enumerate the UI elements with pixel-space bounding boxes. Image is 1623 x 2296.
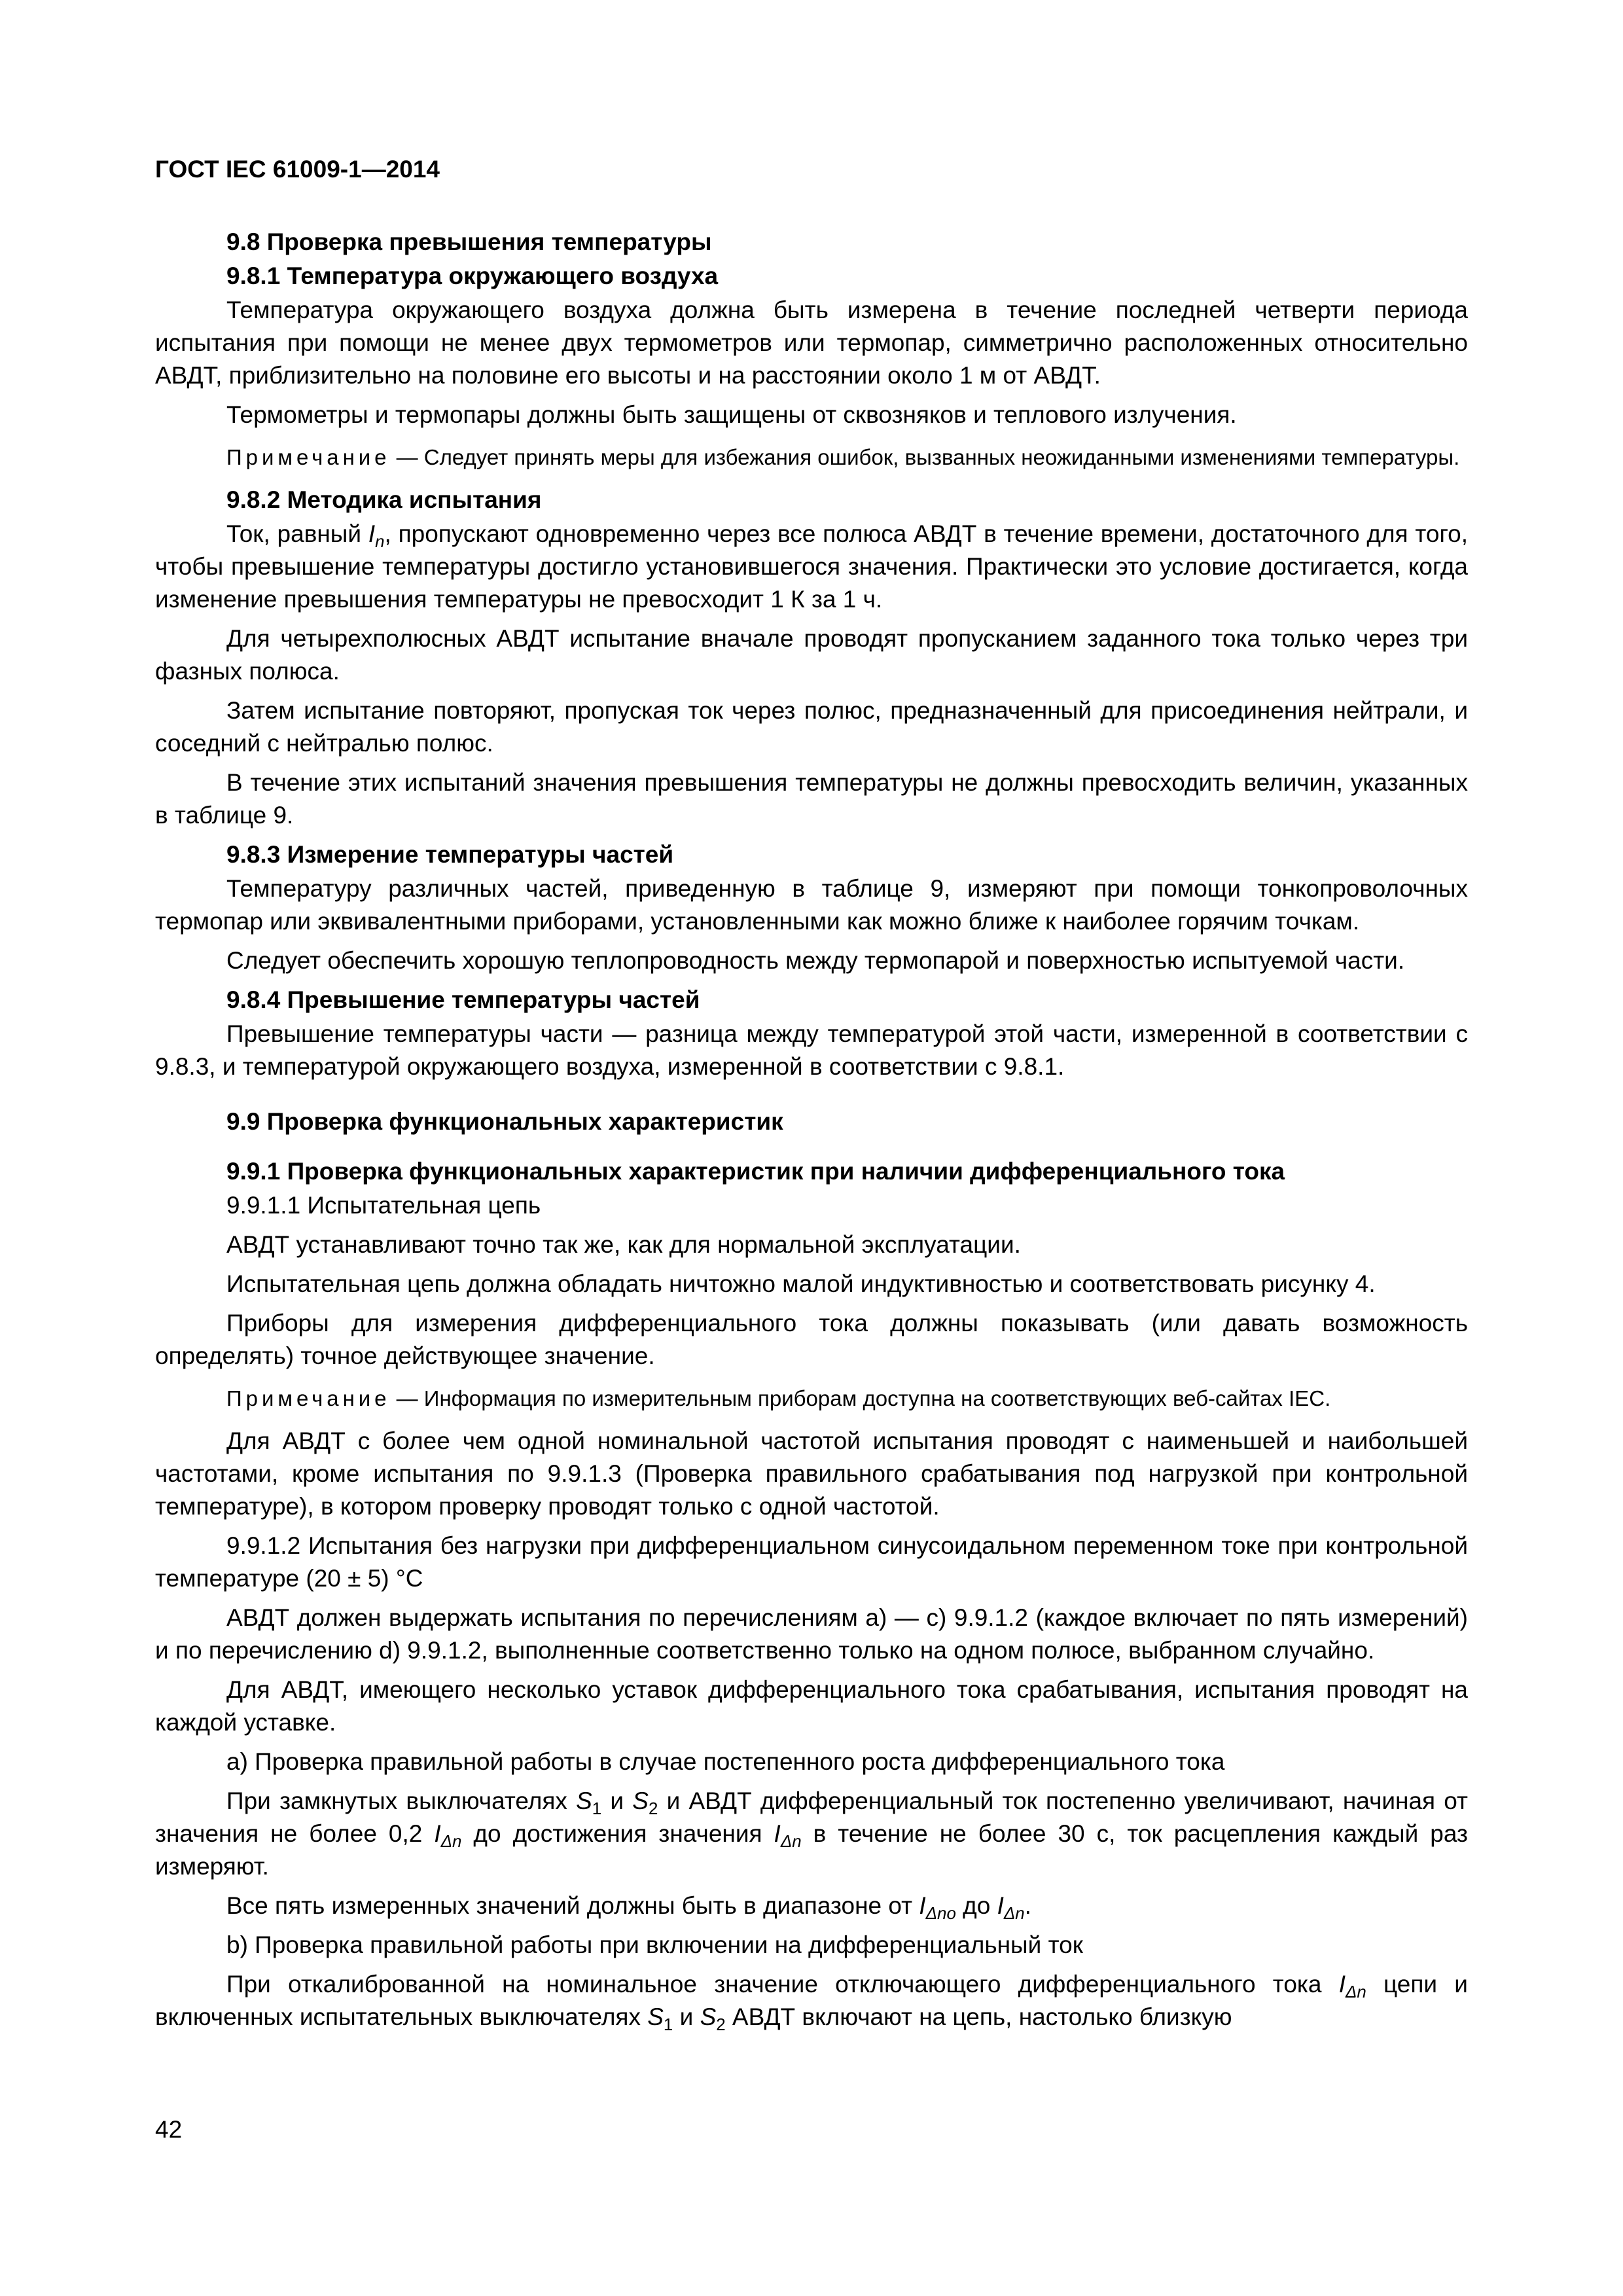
paragraph: В течение этих испытаний значения превышения температуры не должны превосходить величин, указанных в таблице 9. (155, 769, 1468, 829)
symbol: I (919, 1892, 926, 1919)
paragraph: 9.9.1.2 Испытания без нагрузки при дифференциальном синусоидальном переменном токе при контрольной температуре (20 ± 5) °С (155, 1532, 1468, 1592)
subscript: Δn (780, 1832, 802, 1851)
text-run: цепи и включенных испытательных выключателях (155, 1971, 1468, 2030)
section-9-8-4-heading: 9.8.4 Превышение температуры частей (226, 986, 700, 1013)
paragraph: Температура окружающего воздуха должна быть измерена в течение последней четверти периода испытания при помощи не менее двух термометров или термопар, симметрично расположенных относительно АВДТ, приблизительно на половине его высоты и на расстоянии около 1 м от АВДТ. (155, 296, 1468, 389)
symbol: S (632, 1787, 649, 1814)
paragraph: Затем испытание повторяют, пропуская ток через полюс, предназначенный для присоединения нейтрали, и соседний с нейтралью полюс. (155, 697, 1468, 757)
paragraph (155, 1890, 1468, 1922)
note (155, 1384, 1468, 1413)
paragraph: АВДТ устанавливают точно так же, как для нормальной эксплуатации. (226, 1231, 1021, 1258)
text-run: и (601, 1787, 633, 1814)
paragraph: Термометры и термопары должны быть защищены от сквозняков и теплового излучения. (226, 401, 1237, 428)
section-9-9-1-heading: 9.9.1 Проверка функциональных характеристик при наличии дифференциального тока (226, 1158, 1285, 1185)
paragraph: Превышение температуры части — разница между температурой этой части, измеренной в соответствии с 9.8.3, и температурой окружающего воздуха, измеренной в соответствии с 9.8.1. (155, 1020, 1468, 1080)
text-run: до достижения значения (461, 1820, 774, 1847)
symbol: I (368, 520, 376, 547)
list-item-b: b) Проверка правильной работы при включении на дифференциальный ток (226, 1931, 1083, 1958)
note-text: — Следует принять меры для избежания ошибок, вызванных неожиданными изменениями температуры. (390, 445, 1460, 469)
document-page (155, 157, 1468, 2040)
section-9-9-heading: 9.9 Проверка функциональных характеристик (226, 1108, 783, 1135)
symbol: S (576, 1787, 592, 1814)
paragraph: Для АВДТ, имеющего несколько уставок дифференциального тока срабатывания, испытания проводят на каждой уставке. (155, 1676, 1468, 1736)
subscript: n (375, 532, 385, 551)
note-label: Примечание (226, 1386, 391, 1410)
subscript: Δno (925, 1904, 956, 1923)
subscript: 1 (592, 1799, 602, 1818)
text-run: и АВДТ дифференциальный ток постепенно увеличивают, начиная от значения не более 0,2 (155, 1787, 1469, 1847)
list-item-a: a) Проверка правильной работы в случае постепенного роста дифференциального тока (226, 1748, 1225, 1775)
note-text: — Информация по измерительным приборам доступна на соответствующих веб-сайтах IEC. (390, 1386, 1331, 1410)
page-number: 42 (155, 2116, 183, 2143)
symbol: S (647, 2003, 664, 2030)
text-run: АВДТ включают на цепь, настолько близкую (725, 2003, 1232, 2030)
text-run: в течение не более 30 с, ток расцепления каждый раз измеряют. (155, 1820, 1468, 1880)
paragraph: Следует обеспечить хорошую теплопроводность между термопарой и поверхностью испытуемой части. (226, 947, 1405, 974)
section-9-8-heading: 9.8 Проверка превышения температуры (226, 228, 712, 255)
subscript: Δn (440, 1832, 462, 1851)
text-run: Все пять измеренных значений должны быть в диапазоне от (226, 1892, 919, 1919)
text-run: При откалиброванной на номинальное значение отключающего дифференциального тока (226, 1971, 1339, 1998)
subscript: Δn (1003, 1904, 1025, 1923)
subscript: 1 (663, 2015, 673, 2034)
paragraph: Температуру различных частей, приведенную в таблице 9, измеряют при помощи тонкопроволочных термопар или эквивалентными приборами, установленными как можно ближе к наиболее горячим точкам. (155, 875, 1468, 935)
paragraph: Испытательная цепь должна обладать ничтожно малой индуктивностью и соответствовать рисунку 4. (226, 1270, 1376, 1297)
section-9-8-3-heading: 9.8.3 Измерение температуры частей (226, 841, 674, 868)
section-9-8-2-heading: 9.8.2 Методика испытания (226, 486, 542, 513)
paragraph: Приборы для измерения дифференциального тока должны показывать (или давать возможность определять) точное действующее значение. (155, 1310, 1468, 1369)
subscript: 2 (716, 2015, 726, 2034)
paragraph: АВДТ должен выдержать испытания по перечислениям а) — с) 9.9.1.2 (каждое включает по пять измерений) и по перечислению d) 9.9.1.2, выполненные соответственно только на одном полюсе, выбранном случайно. (155, 1604, 1468, 1664)
paragraph: Для четырехполюсных АВДТ испытание вначале проводят пропусканием заданного тока только через три фазных полюса. (155, 625, 1468, 685)
text-run: , пропускают одновременно через все полюса АВДТ в течение времени, достаточного для того, чтобы превышение температуры достигло установившегося значения. Практически это условие достигается, когда изменение превышения температуры не превосходит 1 К за 1 ч. (155, 520, 1469, 613)
symbol: S (700, 2003, 717, 2030)
paragraph: Для АВДТ с более чем одной номинальной частотой испытания проводят с наименьшей и наибольшей частотами, кроме испытания по 9.9.1.3 (Проверка правильного срабатывания под нагрузкой при контрольной температуре), в котором проверку проводят только с одной частотой. (155, 1427, 1468, 1520)
text-run: до (955, 1892, 997, 1919)
text-run: Ток, равный (226, 520, 368, 547)
paragraph (155, 518, 1468, 616)
paragraph (155, 1968, 1468, 2034)
paragraph (155, 1785, 1468, 1883)
text-run: . (1024, 1892, 1031, 1919)
text-run: и (673, 2003, 700, 2030)
symbol: I (774, 1820, 781, 1847)
section-9-8-1-heading: 9.8.1 Температура окружающего воздуха (226, 262, 719, 289)
symbol: I (434, 1820, 441, 1847)
subscript: 2 (648, 1799, 658, 1818)
paragraph: 9.9.1.1 Испытательная цепь (226, 1192, 541, 1219)
symbol: I (1338, 1971, 1346, 1998)
text-run: При замкнутых выключателях (226, 1787, 577, 1814)
note (155, 443, 1468, 472)
note-label: Примечание (226, 445, 391, 469)
symbol: I (997, 1892, 1004, 1919)
standard-header: ГОСТ IEC 61009-1—2014 (155, 156, 440, 183)
subscript: Δn (1346, 1982, 1366, 2001)
